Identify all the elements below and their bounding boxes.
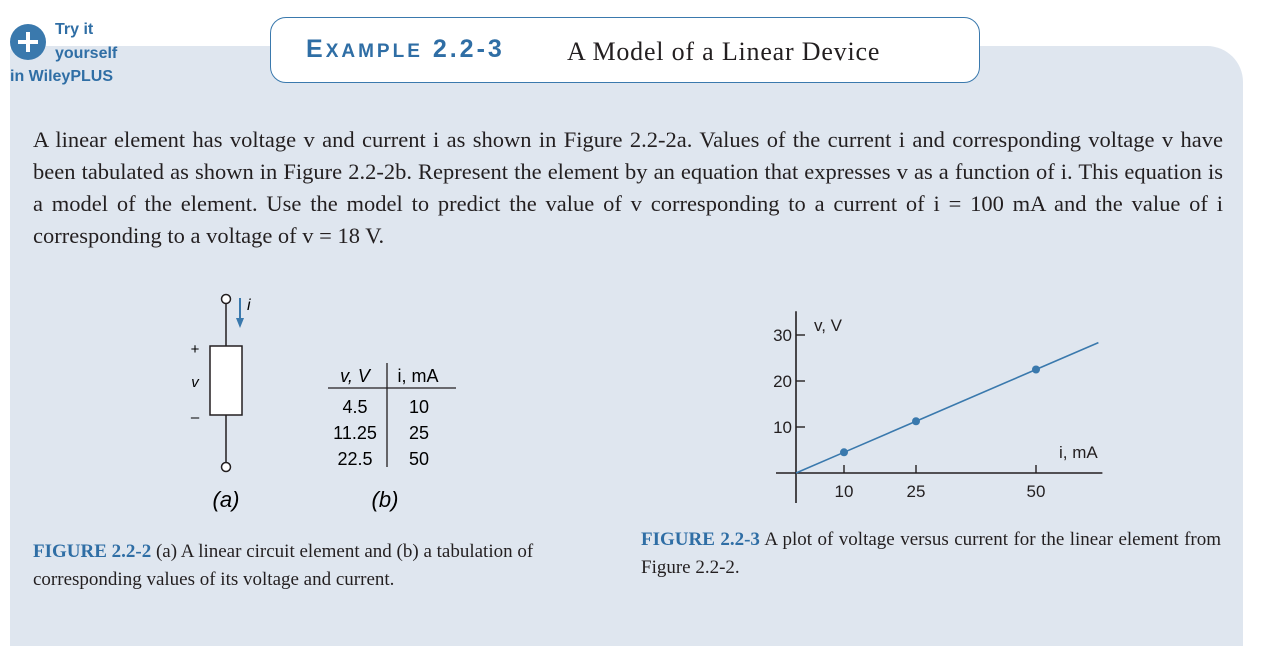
example-title-box: [270, 17, 980, 83]
wileyplus-line-2: yourself: [55, 45, 118, 62]
x-tick-label: 10: [834, 482, 854, 501]
wileyplus-badge[interactable]: [10, 20, 140, 90]
minus-sign: –: [190, 409, 200, 426]
top-terminal: [222, 295, 231, 304]
table-cell: 50: [408, 449, 430, 469]
caption-text: (a) A linear circuit element and (b) a tabulation of corresponding values of its voltage and current.: [33, 541, 534, 590]
table-header-voltage: v, V: [340, 366, 370, 386]
data-point: [912, 417, 920, 425]
current-label: i: [247, 297, 251, 314]
table-cell: 10: [408, 397, 430, 417]
example-paragraph: A linear element has voltage v and current i as shown in Figure 2.2-2a. Values of the current i and corresponding voltage v have been tabulated as shown in Figure 2.2-2b. Represent the element by an equation that expresses v as a function of i. This equation is a model of the element. Use the model to predict the value of v corresponding to a current of i = 100 mA and the value of i corresponding to a voltage of v = 18 V.: [33, 127, 1223, 248]
y-tick-label: 30: [773, 326, 792, 345]
table-cell: 25: [408, 423, 430, 443]
example-title: A Model of a Linear Device: [567, 37, 881, 66]
table-cell: 11.25: [333, 423, 377, 443]
figure-b-table: [318, 355, 468, 520]
figure-a-circuit: [170, 282, 270, 517]
caption-text: A plot of voltage versus current for the linear element from Figure 2.2-2.: [641, 529, 1221, 578]
bottom-terminal: [222, 463, 231, 472]
data-point: [1032, 366, 1040, 374]
plus-icon: [10, 24, 46, 60]
x-axis-label: i, mA: [1059, 443, 1098, 462]
y-tick-label: 10: [773, 418, 792, 437]
x-tick-label: 25: [906, 482, 926, 501]
x-tick-label: 50: [1026, 482, 1046, 501]
wileyplus-line-1: Try it: [55, 21, 94, 38]
part-a-label: (a): [212, 487, 240, 512]
data-point: [840, 448, 848, 456]
table-header-current: i, mA: [397, 366, 439, 386]
figure-2-2-3-caption: [641, 526, 1221, 582]
figure-2-2-2-caption: [33, 538, 618, 594]
element-body: [210, 346, 242, 415]
table-cell: 4.5: [342, 397, 368, 417]
wileyplus-line-3: in WileyPLUS: [10, 68, 113, 85]
table-cell: 22.5: [337, 449, 373, 469]
example-label: EXAMPLE 2.2-3: [306, 35, 505, 63]
part-b-label: (b): [371, 487, 399, 512]
y-axis-label: v, V: [814, 316, 843, 336]
plus-sign: +: [190, 341, 200, 358]
caption-label: FIGURE 2.2-3: [641, 529, 760, 550]
voltage-current-chart: [740, 282, 1120, 512]
voltage-label: v: [191, 374, 199, 391]
current-arrowhead-icon: [236, 318, 244, 328]
y-tick-label: 20: [773, 372, 792, 391]
caption-label: FIGURE 2.2-2: [33, 541, 152, 562]
